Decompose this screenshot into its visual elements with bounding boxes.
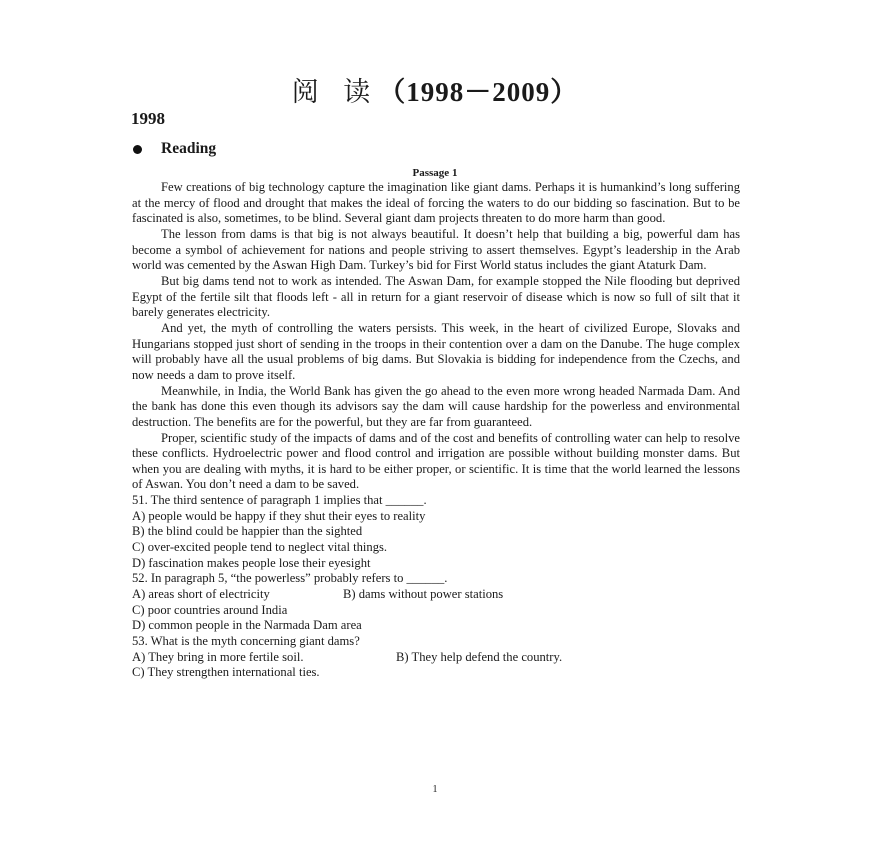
question-stem: 53. What is the myth concerning giant dams? <box>132 634 360 649</box>
paragraph: But big dams tend not to work as intended. The Aswan Dam, for example stopped the Nile flooding but deprived Egypt of the fertile silt that floods left - all in return for a giant reservoir of disease which is now so full of silt that it barely generates electricity. <box>132 273 740 320</box>
option-a: A) people would be happy if they shut their eyes to reality <box>132 508 426 523</box>
option-c: C) over-excited people tend to neglect vital things. <box>132 540 388 555</box>
paragraph: The lesson from dams is that big is not always beautiful. It doesn’t help that building a big, powerful dam has become a symbol of achievement for nations and people striving to assert themselves. Egypt’s leadership in the Arab world was cemented by the Aswan High Dam. Turkey’s bid for First World status includes the giant Ataturk Dam. <box>132 226 740 273</box>
option-b: B) the blind could be happier than the sighted <box>132 524 363 539</box>
option-d: D) fascination makes people lose their eyesight <box>132 555 371 570</box>
option-row <box>132 587 740 603</box>
option-b: B) They help defend the country. <box>396 649 563 664</box>
question-stem: 52. In paragraph 5, “the powerless” probably refers to ______. <box>132 571 448 586</box>
passage-body <box>132 180 740 681</box>
title-chinese: 阅 读 <box>291 77 379 108</box>
question-53 <box>132 634 740 681</box>
year-heading: 1998 <box>131 109 165 128</box>
question-stem: 51. The third sentence of paragraph 1 implies that ______. <box>132 493 427 508</box>
passage-title: Passage 1 <box>412 167 458 179</box>
question-51 <box>132 493 740 571</box>
paragraph: Proper, scientific study of the impacts of dams and of the cost and benefits of controlling water can help to resolve these conflicts. Hydroelectric power and flood control and irrigation are possible without building monster dams. But when you are dealing with myths, it is hard to be either proper, or scientific. It is time that the world learned the lessons of Aswan. You don’t need a dam to be saved. <box>132 430 740 492</box>
option-d: D) common people in the Narmada Dam area <box>132 618 362 633</box>
question-52 <box>132 571 740 634</box>
bullet-icon <box>133 145 142 154</box>
option-c: C) poor countries around India <box>132 602 288 617</box>
page-number: 1 <box>432 784 438 795</box>
section-label: Reading <box>161 140 217 157</box>
paragraph: Meanwhile, in India, the World Bank has given the go ahead to the even more wrong headed Narmada Dam. And the bank has done this even though its advisors say the dam will cause hardship for the powerless and environmental destruction. The benefits are for the powerful, but they are far from guaranteed. <box>132 383 740 429</box>
option-a: A) areas short of electricity <box>132 587 270 602</box>
paragraph: Few creations of big technology capture the imagination like giant dams. Perhaps it is humankind’s long suffering at the mercy of flood and drought that makes the ideal of forcing the waters to do our bidding so fascination. But to be fascinated is also, sometimes, to be blind. Several giant dam projects threaten to do more harm than good. <box>132 180 740 226</box>
section-heading <box>133 140 216 158</box>
page-title <box>0 70 870 109</box>
title-year-range: （1998－2009） <box>378 77 579 107</box>
option-row <box>132 650 740 666</box>
option-b: B) dams without power stations <box>343 587 504 602</box>
option-c: C) They strengthen international ties. <box>132 665 320 680</box>
option-a: A) They bring in more fertile soil. <box>132 649 304 664</box>
paragraph: And yet, the myth of controlling the waters persists. This week, in the heart of civilized Europe, Slovaks and Hungarians stopped just short of sending in the troops in their contention over a dam on the Danube. The huge complex will probably have all the usual problems of big dams. But Slovakia is bidding for independence from the Czechs, and now needs a dam to prove itself. <box>132 320 740 382</box>
